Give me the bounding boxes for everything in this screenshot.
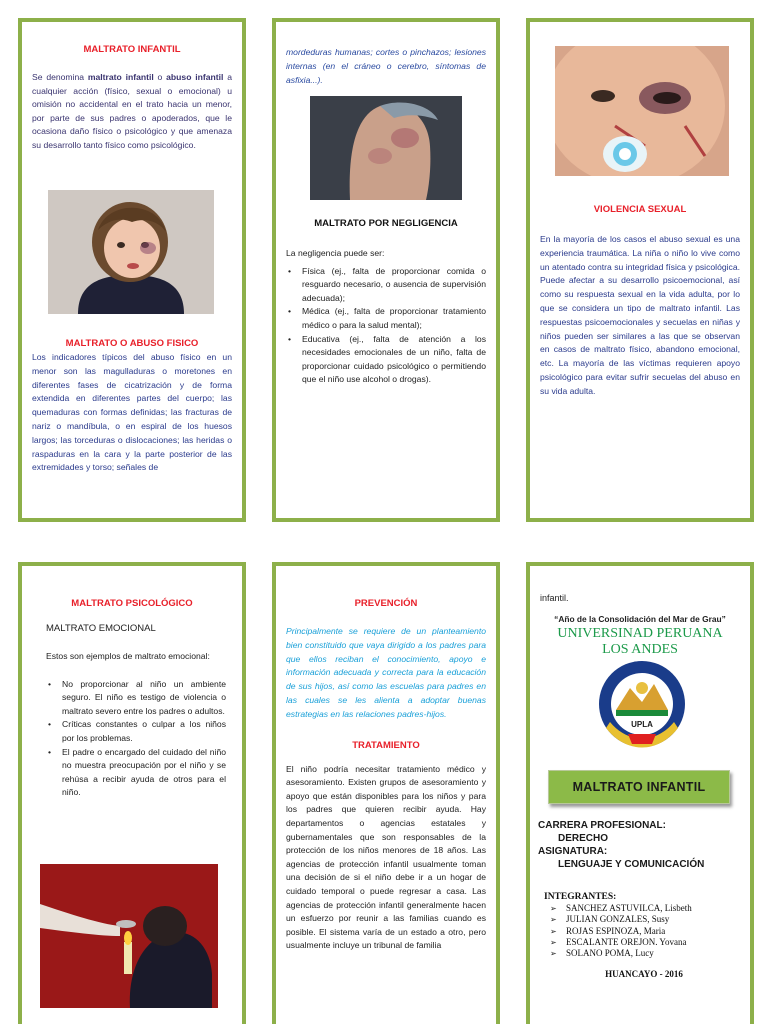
members-list (550, 903, 744, 959)
prevention-text: Principalmente se requiere de un planteamiento bien constituido que vaya dirigido a los padres para que ellos reciban el conocimiento, apoyo e información adecuada y correcta para la educación de sus hijos, así como las escuelas para padres en las cuales se les alienta a adoptar buenas estrategias en las relaciones padres-hijos. (286, 626, 486, 719)
panel-maltrato-infantil (18, 18, 246, 522)
members-label: INTEGRANTES: (544, 892, 617, 902)
brochure-title: MALTRATO INFANTIL (572, 780, 706, 794)
panel4-intro: Estos son ejemplos de maltrato emocional: (46, 651, 210, 661)
panel5-heading2: TRATAMIENTO (352, 739, 420, 751)
photo-back-bruises (310, 96, 462, 200)
member-item: ➢ JULIAN GONZALES, Susy (550, 914, 744, 925)
panel-maltrato-psicologico (18, 562, 246, 1024)
panel-violencia-sexual (526, 18, 754, 522)
career-label: CARRERA PROFESIONAL: (538, 820, 666, 831)
emotional-abuse-item: • No proporcionar al niño un ambiente seguro. El niño es testigo de violencia o maltrato severo entre los padres o adultos. (46, 678, 226, 719)
negligence-item: • Física (ej., falta de proporcionar comida o resguardo necesario, o ausencia de supervisión adecuada); (286, 265, 486, 306)
negligence-list (286, 265, 486, 387)
emotional-abuse-item: • El padre o encargado del cuidado del niño no muestra preocupación por el niño y se rehúsa a recibir ayuda de otros para el niño. (46, 746, 226, 800)
negligence-item: • Médica (ej., falta de proporcionar tratamiento médico o para la salud mental); (286, 305, 486, 332)
panel1-heading: MALTRATO INFANTIL (83, 44, 181, 55)
member-item: ➢ SANCHEZ ASTUVILCA, Lisbeth (550, 903, 744, 914)
toddler-illustration (48, 190, 214, 314)
university-seal (596, 658, 688, 758)
member-item: ➢ ROJAS ESPINOZA, Maria (550, 926, 744, 937)
panel4-heading: MALTRATO PSICOLÓGICO (71, 598, 193, 609)
subject-value: LENGUAJE Y COMUNICACIÓN (558, 859, 705, 870)
emotional-abuse-item: • Críticas constantes o culpar a los niños por los problemas. (46, 718, 226, 745)
child-candle-illustration (40, 864, 218, 1008)
panel4-subheading: MALTRATO EMOCIONAL (46, 623, 156, 634)
emotional-abuse-list (46, 678, 226, 800)
panel-prevencion-tratamiento (272, 562, 500, 1024)
subject-label: ASIGNATURA: (538, 846, 608, 857)
treatment-text: El niño podría necesitar tratamiento médico y asesoramiento. Existen grupos de asesoramiento y apoyo que están disponibles para los niños y para los padres que quieren recibir ayuda. Hay departamentos o agencias estatales y gubernamentales que son responsables de la protección de los niños menores de 18 años. Las agencias de protección infantil usualmente toman una decisión de si el niño debe ir a un hogar de cuidado temporal o puede regresar a casa. Las agencias de protección infantil generalmente hacen un esfuerzo por reunir a las familias cuando es posible. El sistema varía de un estado a otro, pero usualmente incluye un tribunal de familia (286, 763, 486, 951)
panel5-heading: PREVENCIÓN (354, 598, 418, 609)
university-name-line1: UNIVERSINAD PERUANA (557, 625, 723, 641)
photo-child-candle (40, 864, 218, 1008)
panel1-intro (32, 71, 232, 153)
child-pacifier-illustration (555, 46, 729, 176)
seal-label: UPLA (631, 720, 653, 729)
panel-negligencia (272, 18, 500, 522)
panel3-body: En la mayoría de los casos el abuso sexual es una experiencia traumática. La niña o niño lo vive como un atentado contra su integridad física y psicológica. Puede afectar a su desarrollo psicoemocional, así como su respuesta sexual en la vida adulta, por lo que se considera un tipo de maltrato infantil. Las respuestas psicoemocionales y secuelas en niñas y niños pueden ser similares a las que se observan en casos de maltrato físico, abandono emocional, etc. La mayoría de las víctimas requieren apoyo psicológico para evitar sufrir secuelas del abuso en su vida adulta. (540, 234, 740, 396)
year-motto: “Año de la Consolidación del Mar de Grau” (554, 613, 726, 624)
photo-injured-toddler (48, 190, 214, 314)
photo-child-pacifier (555, 46, 729, 176)
panel1-subheading: MALTRATO O ABUSO FISICO (65, 338, 199, 349)
brochure-title-box (548, 770, 730, 804)
panel3-heading: VIOLENCIA SEXUAL (593, 204, 687, 215)
back-illustration (310, 96, 462, 200)
intro-bold: maltrato infantil (87, 72, 154, 82)
panel2-intro: La negligencia puede ser: (286, 248, 385, 258)
upla-seal-icon (596, 658, 688, 758)
negligence-item: • Educativa (ej., falta de atención a los necesidades emocionales de un niño, falta de proporcionar cuidado psicológico o permitiendo que el niño use alcohol o drogas). (286, 333, 486, 387)
panel-cover (526, 562, 754, 1024)
university-name-line2: LOS ANDES (602, 641, 678, 657)
panel1-physical-abuse-text: Los indicadores típicos del abuso físico en un menor son las magulladuras o moretones en diferentes fases de cicatrización y de forma extendida en diferentes partes del cuerpo; las quemaduras con formas definidas; las fracturas de nariz o mandíbula, o en espiral de los huesos largos; las torceduras o dislocaciones; las heridas o raspaduras en la cara y la parte posterior de las extremidades y torso; señales de (32, 352, 232, 473)
intro-post: a cualquier acción (físico, sexual o emocional) u omisión no accidental en el trato hacia un menor, por parte de sus padres o apoderados, que le ocasiona daño físico o psicológico y que amenaza su desarrollo tanto físico como psicológico. (32, 72, 233, 150)
member-item: ➢ SOLANO POMA, Lucy (550, 948, 744, 959)
intro-mid: o (153, 72, 167, 82)
panel2-continuation: mordeduras humanas; cortes o pinchazos; lesiones internas (en el cráneo o cerebro, síntomas de asfixia...). (286, 47, 486, 85)
seal-top-text: UNIVERSIDAD PERUANA LOS ANDES (597, 657, 687, 662)
intro-pre: Se denomina (32, 72, 88, 82)
intro-bold2: abuso infantil (166, 72, 224, 82)
career-value: DERECHO (558, 833, 609, 844)
panel6-continuation: infantil. (540, 593, 569, 603)
footer-city-year: HUANCAYO - 2016 (605, 969, 683, 980)
panel2-heading: MALTRATO POR NEGLIGENCIA (314, 218, 458, 229)
member-item: ➢ ESCALANTE OREJON. Yovana (550, 937, 744, 948)
